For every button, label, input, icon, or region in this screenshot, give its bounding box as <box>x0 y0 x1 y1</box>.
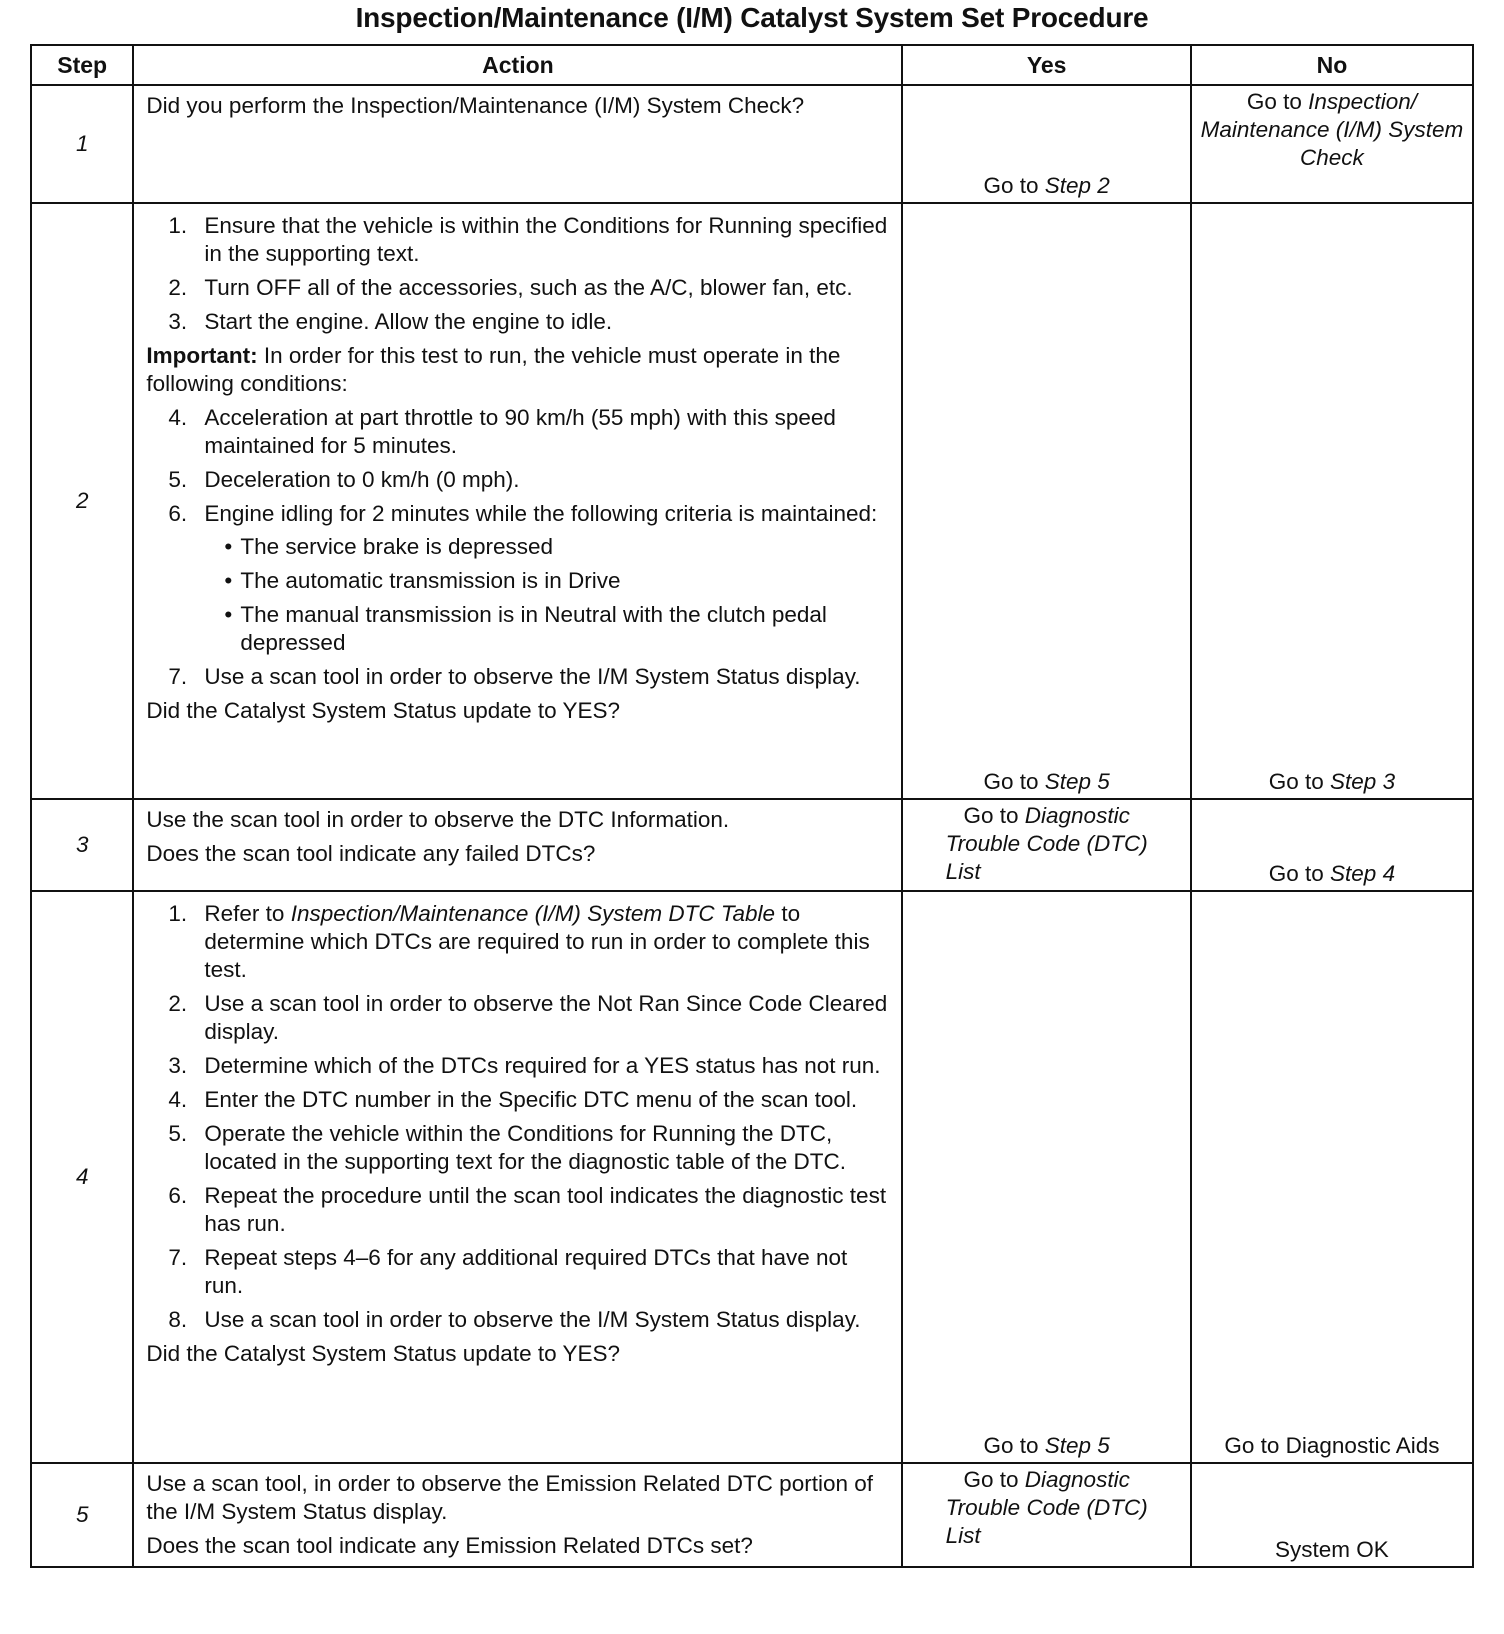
yes-cell <box>902 203 1190 799</box>
bullet-item: • The automatic transmission is in Drive <box>224 568 621 593</box>
table-row <box>31 799 1473 891</box>
page-title: Inspection/Maintenance (I/M) Catalyst System Set Procedure <box>355 2 1149 33</box>
question-text: Does the scan tool indicate any failed DTCs? <box>146 841 596 866</box>
diagnostic-aids-link[interactable]: Go to Diagnostic Aids <box>1224 1433 1440 1458</box>
bullet-item: • The manual transmission is in Neutral with the clutch pedal depressed <box>224 602 827 655</box>
step-number: 4 <box>31 891 133 1463</box>
step-link[interactable]: Step 4 <box>1330 861 1396 886</box>
list-item: 7. Repeat steps 4–6 for any additional required DTCs that have not run. <box>168 1245 848 1298</box>
action-cell <box>133 891 902 1463</box>
action-cell <box>133 203 902 799</box>
step-number: 1 <box>31 85 133 203</box>
step-number: 5 <box>31 1463 133 1567</box>
question-text: Did the Catalyst System Status update to YES? <box>146 698 620 723</box>
step-link[interactable]: Step 5 <box>1044 1433 1110 1458</box>
no-cell <box>1191 799 1473 891</box>
instruction-text: Use a scan tool, in order to observe the Emission Related DTC portion of the I/M System Status display. <box>146 1471 873 1524</box>
list-item: 3. Start the engine. Allow the engine to idle. <box>168 309 613 334</box>
instruction-list <box>146 404 891 691</box>
list-item: 2. Turn OFF all of the accessories, such as the A/C, blower fan, etc. <box>168 275 853 300</box>
no-cell <box>1191 203 1473 799</box>
action-cell <box>133 85 902 203</box>
goto-text: Go to <box>983 1433 1045 1458</box>
step-number: 3 <box>31 799 133 891</box>
table-row <box>31 891 1473 1463</box>
header-no: No <box>1191 45 1473 85</box>
yes-cell <box>902 1463 1190 1567</box>
criteria-list <box>204 533 891 657</box>
action-cell <box>133 1463 902 1567</box>
goto-text: Go to <box>1268 769 1331 794</box>
action-cell <box>133 799 902 891</box>
yes-cell <box>902 799 1190 891</box>
step-link[interactable]: Step 2 <box>1044 173 1110 198</box>
no-cell <box>1191 891 1473 1463</box>
list-item: 5. Operate the vehicle within the Conditions for Running the DTC, located in the supporting text for the diagnostic table of the DTC. <box>168 1121 847 1174</box>
header-row <box>31 45 1473 85</box>
list-item: 4. Acceleration at part throttle to 90 km/h (55 mph) with this speed maintained for 5 minutes. <box>168 405 836 458</box>
question-text: Does the scan tool indicate any Emission Related DTCs set? <box>146 1533 753 1558</box>
header-action: Action <box>133 45 902 85</box>
important-note: Important: In order for this test to run, the vehicle must operate in the following conditions: <box>146 343 841 396</box>
list-item: 6. Engine idling for 2 minutes while the following criteria is maintained: • The service brake is depressed • The automatic transmission is in Drive • The manual transmission is in Neutral with the clutch pedal depressed <box>146 500 891 657</box>
no-cell <box>1191 85 1473 203</box>
yes-cell <box>902 891 1190 1463</box>
table-row <box>31 203 1473 799</box>
dtc-list-link[interactable]: Go to Diagnostic Trouble Code (DTC) List <box>945 803 1148 884</box>
instruction-list <box>146 212 891 336</box>
goto-text: Go to <box>983 769 1045 794</box>
header-step: Step <box>31 45 133 85</box>
list-item: 1. Refer to Inspection/Maintenance (I/M) System DTC Table to determine which DTCs are required to run in order to complete this test. <box>168 901 870 982</box>
dtc-list-link[interactable]: Go to Diagnostic Trouble Code (DTC) List <box>945 1467 1148 1548</box>
list-item: 3. Determine which of the DTCs required for a YES status has not run. <box>168 1053 881 1078</box>
goto-text: Go to <box>1268 861 1331 886</box>
no-cell <box>1191 1463 1473 1567</box>
list-item: 4. Enter the DTC number in the Specific DTC menu of the scan tool. <box>168 1087 858 1112</box>
list-item: 5. Deceleration to 0 km/h (0 mph). <box>168 467 520 492</box>
step-link[interactable]: Step 3 <box>1330 769 1396 794</box>
yes-cell <box>902 85 1190 203</box>
question-text: Did you perform the Inspection/Maintenance (I/M) System Check? <box>146 93 805 118</box>
system-ok-text: System OK <box>1275 1537 1389 1562</box>
instruction-list <box>146 900 891 1334</box>
system-check-link[interactable]: Inspection/ Maintenance (I/M) System Check <box>1200 89 1464 170</box>
table-row <box>31 85 1473 203</box>
dtc-table-link[interactable]: Inspection/Maintenance (I/M) System DTC Table <box>290 901 776 926</box>
list-item: 1. Ensure that the vehicle is within the Conditions for Running specified in the supporting text. <box>168 213 888 266</box>
goto-text: Go to <box>1246 89 1309 114</box>
question-text: Did the Catalyst System Status update to YES? <box>146 1341 620 1366</box>
list-item: 2. Use a scan tool in order to observe the Not Ran Since Code Cleared display. <box>168 991 888 1044</box>
list-item: 7. Use a scan tool in order to observe the I/M System Status display. <box>168 664 861 689</box>
list-item: 6. Repeat the procedure until the scan tool indicates the diagnostic test has run. <box>168 1183 887 1236</box>
step-number: 2 <box>31 203 133 799</box>
instruction-text: Use the scan tool in order to observe the DTC Information. <box>146 807 730 832</box>
step-link[interactable]: Step 5 <box>1044 769 1110 794</box>
header-yes: Yes <box>902 45 1190 85</box>
table-row <box>31 1463 1473 1567</box>
procedure-table <box>30 44 1474 1568</box>
goto-text: Go to <box>983 173 1045 198</box>
list-item: 8. Use a scan tool in order to observe the I/M System Status display. <box>168 1307 861 1332</box>
bullet-item: • The service brake is depressed <box>224 534 554 559</box>
